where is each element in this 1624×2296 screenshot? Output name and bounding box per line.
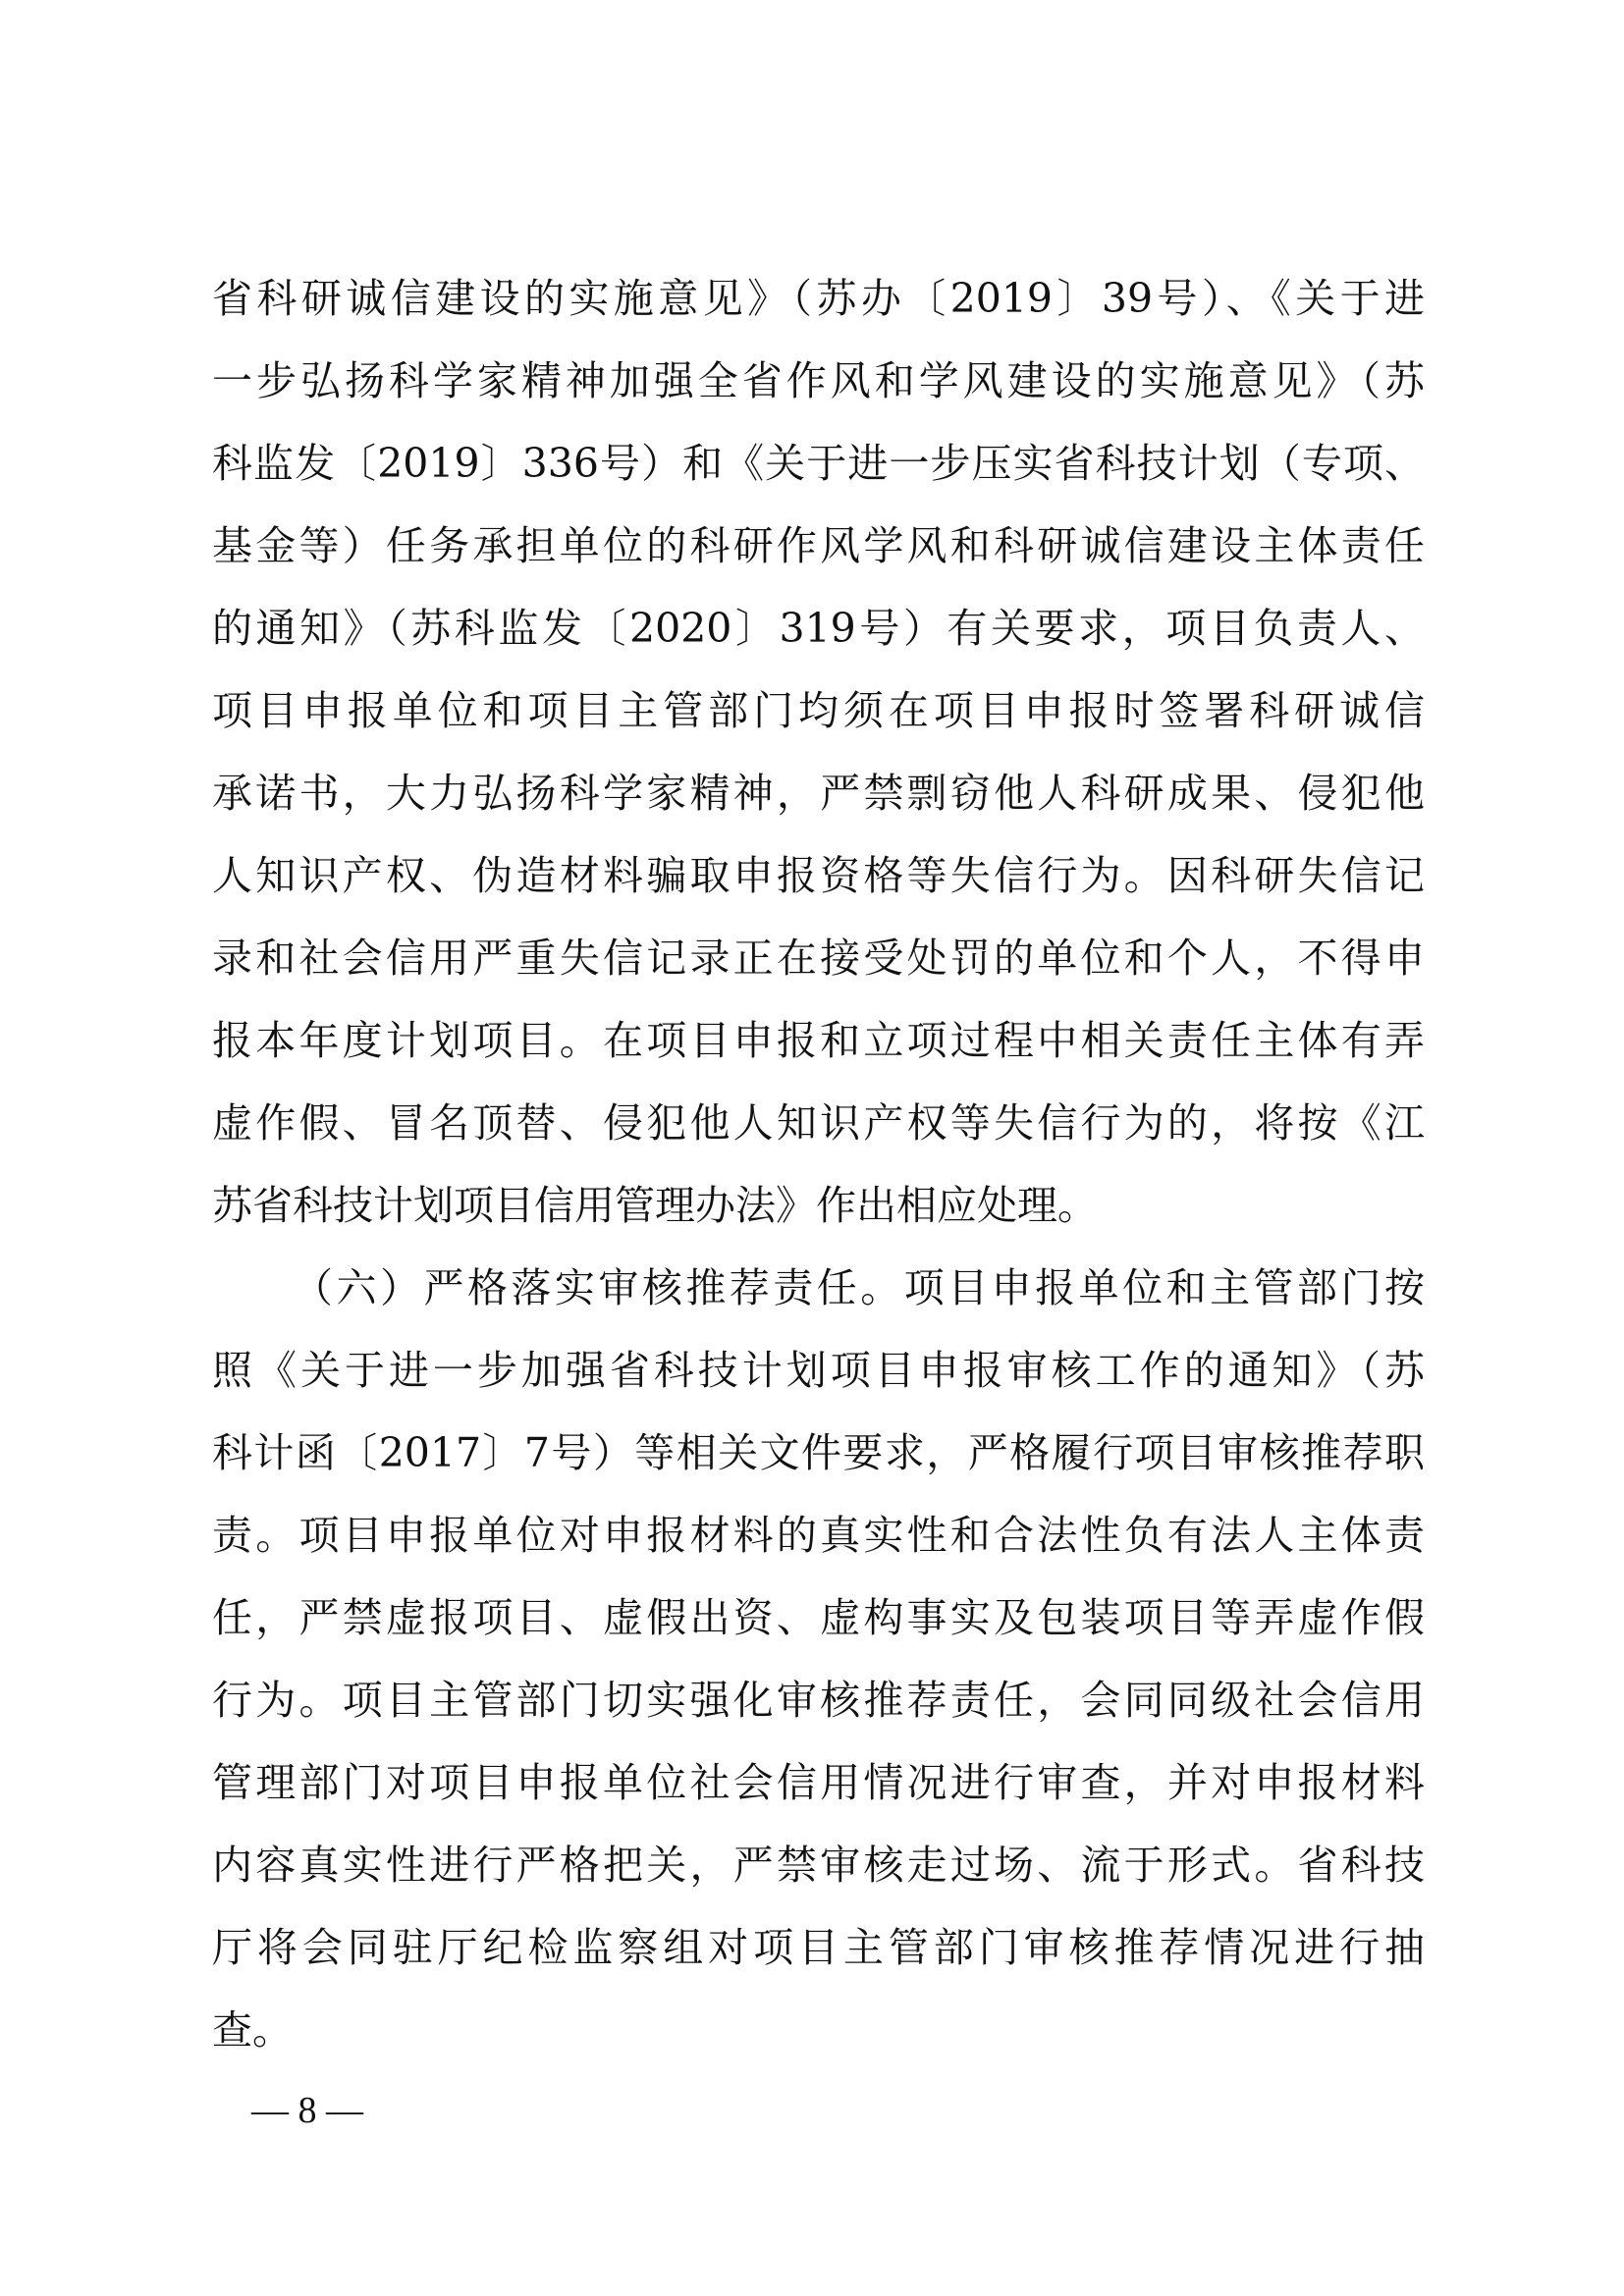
text-line: 科计函〔2017〕7号）等相关文件要求，严格履行项目审核推荐职 — [212, 1429, 1425, 1476]
text-line: 录和社会信用严重失信记录正在接受处罚的单位和个人，不得申 — [212, 934, 1425, 982]
text-line: 责。项目申报单位对申报材料的真实性和合法性负有法人主体责 — [212, 1512, 1425, 1559]
text-line: 虚作假、冒名顶替、侵犯他人知识产权等失信行为的，将按《江 — [212, 1099, 1425, 1147]
paragraph-end-line: 苏省科技计划项目信用管理办法》作出相应处理。 — [212, 1182, 1098, 1229]
text-line: 一步弘扬科学家精神加强全省作风和学风建设的实施意见》（苏 — [212, 357, 1425, 404]
text-line: 行为。项目主管部门切实强化审核推荐责任，会同同级社会信用 — [212, 1677, 1425, 1724]
text-line: 省科研诚信建设的实施意见》（苏办〔2019〕39号）、《关于进 — [212, 275, 1425, 322]
text-line: 管理部门对项目申报单位社会信用情况进行审查，并对申报材料 — [212, 1759, 1425, 1806]
section-heading-line: （六）严格落实审核推荐责任。项目申报单位和主管部门按 — [293, 1264, 1425, 1311]
text-line: 基金等）任务承担单位的科研作风学风和科研诚信建设主体责任 — [212, 522, 1425, 569]
page-number: — 8 — — [251, 2090, 363, 2131]
text-line: 承诺书，大力弘扬科学家精神，严禁剽窃他人科研成果、侵犯他 — [212, 770, 1425, 817]
body-text — [212, 257, 1425, 2071]
text-line: 项目申报单位和项目主管部门均须在项目申报时签署科研诚信 — [212, 687, 1425, 734]
text-line: 照《关于进一步加强省科技计划项目申报审核工作的通知》（苏 — [212, 1347, 1425, 1394]
text-line: 的通知》（苏科监发〔2020〕319号）有关要求，项目负责人、 — [212, 605, 1425, 652]
text-line: 人知识产权、伪造材料骗取申报资格等失信行为。因科研失信记 — [212, 852, 1425, 899]
text-line: 厅将会同驻厅纪检监察组对项目主管部门审核推荐情况进行抽 — [212, 1924, 1425, 1971]
text-line: 内容真实性进行严格把关，严禁审核走过场、流于形式。省科技 — [212, 1842, 1425, 1889]
text-line: 科监发〔2019〕336号）和《关于进一步压实省科技计划（专项、 — [212, 440, 1425, 487]
text-line: 任，严禁虚报项目、虚假出资、虚构事实及包装项目等弄虚作假 — [212, 1594, 1425, 1641]
paragraph-end-line: 查。 — [212, 2006, 293, 2054]
text-line: 报本年度计划项目。在项目申报和立项过程中相关责任主体有弄 — [212, 1017, 1425, 1064]
